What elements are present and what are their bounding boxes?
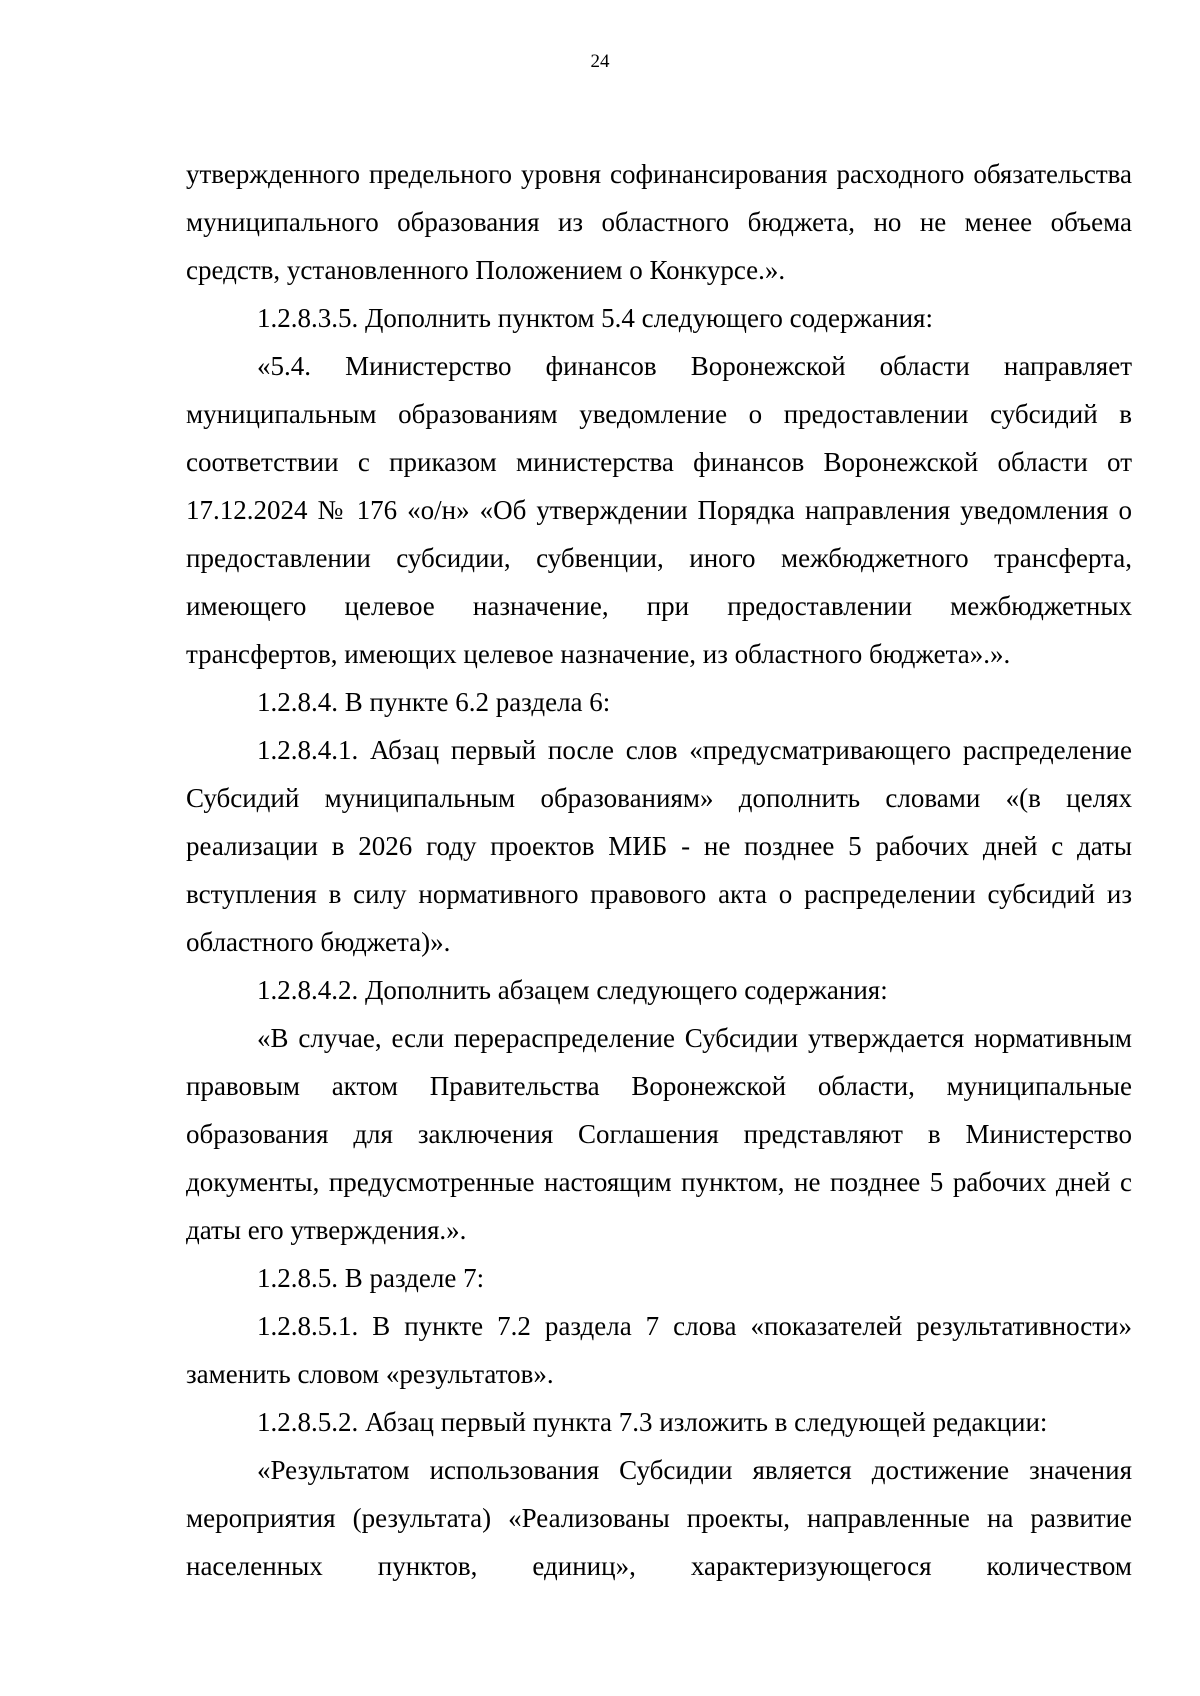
paragraph-quote-5-4: «5.4. Министерство финансов Воронежской области направляет муниципальным образованиям уведомление о предоставлении субсидий в соответствии с приказом министерства финансов Воронежской области от 17.12.2024 № 176 «о/н» «Об утверждении Порядка направления уведомления о предоставлении субсидии, субвенции, иного межбюджетного трансферта, имеющего целевое назначение, при предоставлении межбюджетных трансфертов, имеющих целевое назначение, из областного бюджета».». <box>186 351 1132 669</box>
paragraph-item-1-2-8-4-2: 1.2.8.4.2. Дополнить абзацем следующего содержания: <box>257 975 888 1005</box>
page-number: 24 <box>590 51 610 72</box>
paragraph-item-1-2-8-4: 1.2.8.4. В пункте 6.2 раздела 6: <box>257 687 611 717</box>
paragraph-quote-result: «Результатом использования Субсидии является достижение значения мероприятия (результата) «Реализованы проекты, направленные на развитие населенных пунктов, единиц», характеризующегося количеством <box>186 1455 1132 1581</box>
document-body <box>186 150 1132 1590</box>
paragraph-continuation: утвержденного предельного уровня софинансирования расходного обязательства муниципального образования из областного бюджета, но не менее объема средств, установленного Положением о Конкурсе.». <box>186 159 1132 285</box>
paragraph-quote-redistribution: «В случае, если перераспределение Субсидии утверждается нормативным правовым актом Правительства Воронежской области, муниципальные образования для заключения Соглашения представляют в Министерство документы, предусмотренные настоящим пунктом, не позднее 5 рабочих дней с даты его утверждения.». <box>186 1023 1132 1245</box>
paragraph-item-1-2-8-5-1: 1.2.8.5.1. В пункте 7.2 раздела 7 слова «показателей результативности» заменить словом «результатов». <box>186 1311 1132 1389</box>
paragraph-item-1-2-8-5: 1.2.8.5. В разделе 7: <box>257 1263 485 1293</box>
paragraph-item-1-2-8-4-1: 1.2.8.4.1. Абзац первый после слов «предусматривающего распределение Субсидий муниципальным образованиям» дополнить словами «(в целях реализации в 2026 году проектов МИБ - не позднее 5 рабочих дней с даты вступления в силу нормативного правового акта о распределении субсидий из областного бюджета)». <box>186 735 1132 957</box>
paragraph-item-1-2-8-5-2: 1.2.8.5.2. Абзац первый пункта 7.3 изложить в следующей редакции: <box>257 1407 1048 1437</box>
paragraph-item-1-2-8-3-5: 1.2.8.3.5. Дополнить пунктом 5.4 следующего содержания: <box>257 303 933 333</box>
